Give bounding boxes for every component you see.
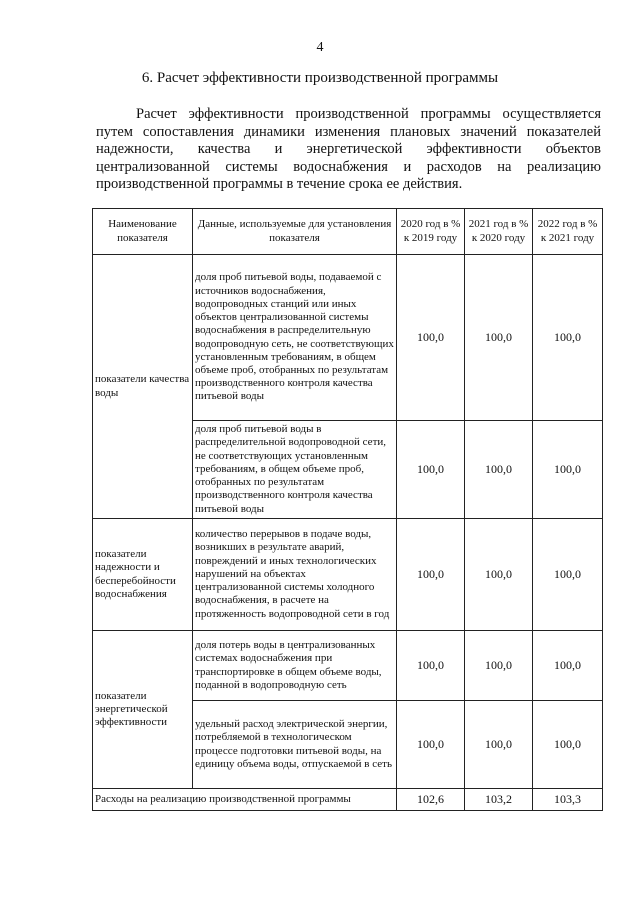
group-name: показатели качества воды (93, 255, 193, 519)
value-2021: 100,0 (465, 255, 533, 421)
value-2022: 100,0 (533, 255, 603, 421)
header-2022: 2022 год в % к 2021 году (533, 209, 603, 255)
value-2020: 100,0 (397, 255, 465, 421)
total-row (93, 789, 603, 811)
value-2021: 100,0 (465, 701, 533, 789)
value-2020: 100,0 (397, 519, 465, 631)
total-2022: 103,3 (533, 789, 603, 811)
value-2022: 100,0 (533, 631, 603, 701)
intro-paragraph: Расчет эффективности производственной программы осуществляется путем сопоставления динамики изменения плановых значений показателей надежности, качества и энергетической эффективности объектов централизованной системы водоснабжения и расходов на реализацию производственной программы в течение срока ее действия. (96, 106, 601, 193)
header-data: Данные, используемые для установления показателя (193, 209, 397, 255)
value-2022: 100,0 (533, 421, 603, 519)
efficiency-table (92, 208, 603, 811)
row-description: доля проб питьевой воды в распределительной водопроводной сети, не соответствующих установленным требованиям, в общем объеме проб, отобранных по результатам производственного контроля качества питьевой воды (193, 421, 397, 519)
value-2020: 100,0 (397, 421, 465, 519)
value-2020: 100,0 (397, 701, 465, 789)
value-2020: 100,0 (397, 631, 465, 701)
page-number: 4 (316, 40, 324, 55)
value-2022: 100,0 (533, 701, 603, 789)
table-row (93, 631, 603, 701)
group-name: показатели надежности и бесперебойности водоснабжения (93, 519, 193, 631)
table-row (93, 255, 603, 421)
header-indicator: Наименование показателя (93, 209, 193, 255)
value-2021: 100,0 (465, 519, 533, 631)
value-2021: 100,0 (465, 421, 533, 519)
total-2020: 102,6 (397, 789, 465, 811)
value-2022: 100,0 (533, 519, 603, 631)
header-2020: 2020 год в % к 2019 году (397, 209, 465, 255)
value-2021: 100,0 (465, 631, 533, 701)
table-row (93, 519, 603, 631)
row-description: доля потерь воды в централизованных системах водоснабжения при транспортировке в общем объеме воды, поданной в водопроводную сеть (193, 631, 397, 701)
total-2021: 103,2 (465, 789, 533, 811)
section-heading: 6. Расчет эффективности производственной программы (141, 70, 499, 86)
row-description: количество перерывов в подаче воды, возникших в результате аварий, повреждений и иных технологических нарушений на объектах централизованной системы холодного водоснабжения, в расчете на протяженность водопроводной сети в год (193, 519, 397, 631)
group-name: показатели энергетической эффективности (93, 631, 193, 789)
row-description: доля проб питьевой воды, подаваемой с источников водоснабжения, водопроводных станций или иных объектов централизованной системы водоснабжения в распределительную водопроводную сеть, не соответствующих установленным требованиям, в общем объеме проб, отобранных по результатам производственного контроля качества питьевой воды (193, 255, 397, 421)
row-description: удельный расход электрической энергии, потребляемой в технологическом процессе подготовки питьевой воды, на единицу объема воды, отпускаемой в сеть (193, 701, 397, 789)
total-label: Расходы на реализацию производственной программы (93, 789, 397, 811)
header-2021: 2021 год в % к 2020 году (465, 209, 533, 255)
